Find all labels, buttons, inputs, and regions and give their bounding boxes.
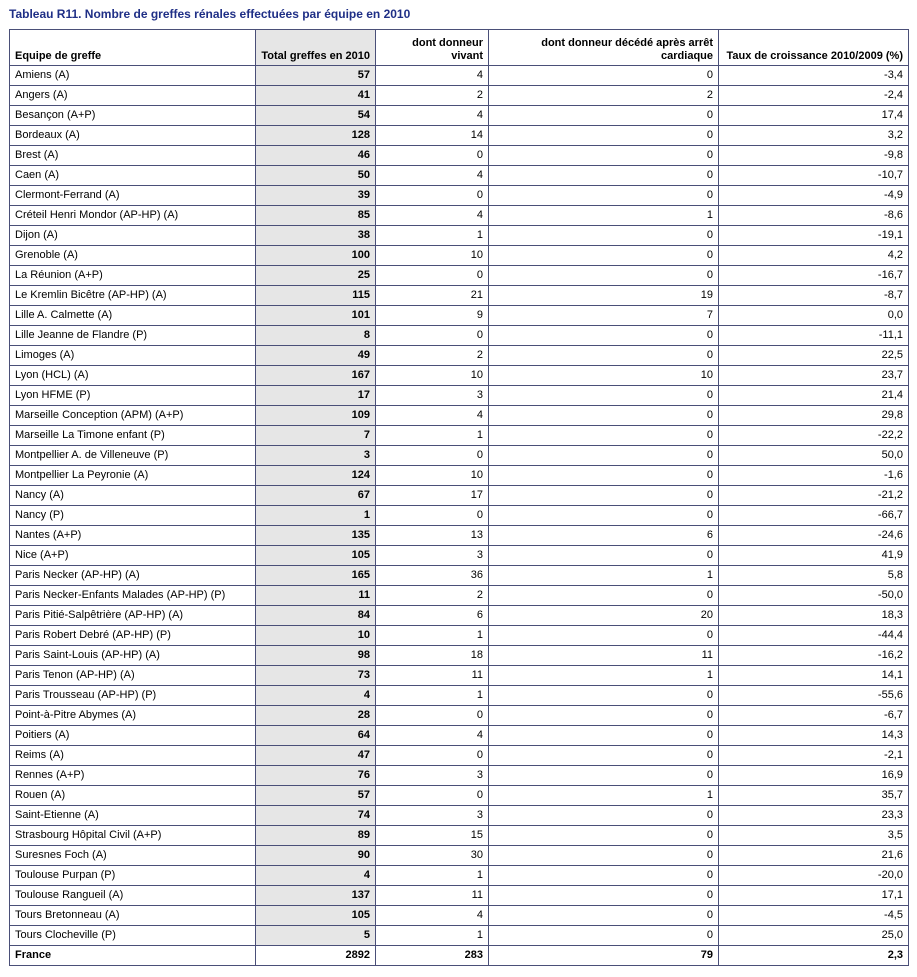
- cell-total-transplants: 124: [256, 466, 376, 486]
- cell-growth-rate: 29,8: [719, 406, 909, 426]
- table-row: [10, 686, 909, 706]
- cell-living-donor: 3: [376, 546, 489, 566]
- cell-total-transplants: 5: [256, 926, 376, 946]
- cell-cardiac-arrest-donor: 0: [489, 466, 719, 486]
- table-row: [10, 506, 909, 526]
- cell-growth-rate: -8,7: [719, 286, 909, 306]
- cell-growth-rate: -55,6: [719, 686, 909, 706]
- cell-growth-rate: -24,6: [719, 526, 909, 546]
- table-row: [10, 106, 909, 126]
- cell-living-donor: 0: [376, 326, 489, 346]
- cell-total-transplants: 67: [256, 486, 376, 506]
- total-row: [10, 946, 909, 966]
- table-row: [10, 486, 909, 506]
- table-row: [10, 226, 909, 246]
- cell-team-name: Toulouse Purpan (P): [10, 866, 256, 886]
- cell-cardiac-arrest-donor: 0: [489, 546, 719, 566]
- cell-growth-rate: 17,1: [719, 886, 909, 906]
- cell-team-name: Lyon HFME (P): [10, 386, 256, 406]
- cell-cardiac-arrest-donor: 0: [489, 126, 719, 146]
- cell-team-name: Paris Tenon (AP-HP) (A): [10, 666, 256, 686]
- cell-total-transplants: 7: [256, 426, 376, 446]
- cell-living-donor: 1: [376, 226, 489, 246]
- cell-team-name: Montpellier La Peyronie (A): [10, 466, 256, 486]
- cell-cardiac-arrest-donor: 0: [489, 826, 719, 846]
- cell-cardiac-arrest-donor: 10: [489, 366, 719, 386]
- cell-living-donor: 1: [376, 686, 489, 706]
- cell-total-transplants: 4: [256, 686, 376, 706]
- header-team: Equipe de greffe: [10, 30, 256, 66]
- cell-total-transplants: 4: [256, 866, 376, 886]
- cell-living-donor: 4: [376, 166, 489, 186]
- cell-growth-rate: 23,7: [719, 366, 909, 386]
- cell-growth-rate: -19,1: [719, 226, 909, 246]
- cell-total-transplants: 11: [256, 586, 376, 606]
- table-row: [10, 386, 909, 406]
- cell-total-transplants: 64: [256, 726, 376, 746]
- table-row: [10, 526, 909, 546]
- cell-cardiac-arrest-donor: 0: [489, 406, 719, 426]
- cell-total-transplants: 84: [256, 606, 376, 626]
- cell-growth-rate: -22,2: [719, 426, 909, 446]
- total-growth-rate: 2,3: [719, 946, 909, 966]
- cell-living-donor: 0: [376, 506, 489, 526]
- cell-total-transplants: 57: [256, 786, 376, 806]
- table-row: [10, 886, 909, 906]
- cell-total-transplants: 10: [256, 626, 376, 646]
- table-row: [10, 646, 909, 666]
- cell-team-name: Nancy (P): [10, 506, 256, 526]
- cell-living-donor: 2: [376, 86, 489, 106]
- cell-growth-rate: -8,6: [719, 206, 909, 226]
- table-row: [10, 346, 909, 366]
- cell-cardiac-arrest-donor: 0: [489, 106, 719, 126]
- header-total: Total greffes en 2010: [256, 30, 376, 66]
- header-cardiac-arrest-donor: dont donneur décédé après arrêt cardiaque: [489, 30, 719, 66]
- table-row: [10, 66, 909, 86]
- cell-team-name: Dijon (A): [10, 226, 256, 246]
- cell-cardiac-arrest-donor: 0: [489, 246, 719, 266]
- total-cardiac-arrest-donor: 79: [489, 946, 719, 966]
- cell-total-transplants: 101: [256, 306, 376, 326]
- cell-team-name: Tours Clocheville (P): [10, 926, 256, 946]
- cell-total-transplants: 49: [256, 346, 376, 366]
- table-row: [10, 566, 909, 586]
- cell-living-donor: 1: [376, 866, 489, 886]
- table-row: [10, 366, 909, 386]
- cell-growth-rate: 5,8: [719, 566, 909, 586]
- table-row: [10, 166, 909, 186]
- table-row: [10, 146, 909, 166]
- cell-cardiac-arrest-donor: 0: [489, 766, 719, 786]
- cell-team-name: Nancy (A): [10, 486, 256, 506]
- table-row: [10, 126, 909, 146]
- table-row: [10, 906, 909, 926]
- cell-growth-rate: -1,6: [719, 466, 909, 486]
- cell-team-name: Strasbourg Hôpital Civil (A+P): [10, 826, 256, 846]
- cell-cardiac-arrest-donor: 0: [489, 806, 719, 826]
- cell-cardiac-arrest-donor: 0: [489, 66, 719, 86]
- cell-growth-rate: -20,0: [719, 866, 909, 886]
- cell-living-donor: 4: [376, 726, 489, 746]
- table-row: [10, 306, 909, 326]
- cell-cardiac-arrest-donor: 0: [489, 726, 719, 746]
- table-row: [10, 806, 909, 826]
- cell-team-name: Brest (A): [10, 146, 256, 166]
- cell-living-donor: 0: [376, 786, 489, 806]
- cell-growth-rate: 21,4: [719, 386, 909, 406]
- cell-growth-rate: 0,0: [719, 306, 909, 326]
- table-row: [10, 446, 909, 466]
- table-row: [10, 326, 909, 346]
- cell-growth-rate: 14,3: [719, 726, 909, 746]
- cell-team-name: Créteil Henri Mondor (AP-HP) (A): [10, 206, 256, 226]
- cell-team-name: Limoges (A): [10, 346, 256, 366]
- cell-cardiac-arrest-donor: 0: [489, 326, 719, 346]
- cell-total-transplants: 98: [256, 646, 376, 666]
- cell-cardiac-arrest-donor: 0: [489, 686, 719, 706]
- cell-living-donor: 4: [376, 206, 489, 226]
- table-row: [10, 546, 909, 566]
- cell-living-donor: 0: [376, 146, 489, 166]
- cell-living-donor: 0: [376, 186, 489, 206]
- cell-cardiac-arrest-donor: 0: [489, 906, 719, 926]
- total-label: France: [10, 946, 256, 966]
- table-row: [10, 466, 909, 486]
- cell-team-name: Marseille Conception (APM) (A+P): [10, 406, 256, 426]
- cell-growth-rate: 16,9: [719, 766, 909, 786]
- cell-team-name: Tours Bretonneau (A): [10, 906, 256, 926]
- total-transplants: 2892: [256, 946, 376, 966]
- cell-team-name: Paris Necker (AP-HP) (A): [10, 566, 256, 586]
- cell-total-transplants: 28: [256, 706, 376, 726]
- cell-growth-rate: -4,9: [719, 186, 909, 206]
- cell-cardiac-arrest-donor: 0: [489, 486, 719, 506]
- cell-total-transplants: 76: [256, 766, 376, 786]
- cell-cardiac-arrest-donor: 0: [489, 586, 719, 606]
- cell-living-donor: 0: [376, 746, 489, 766]
- cell-growth-rate: 22,5: [719, 346, 909, 366]
- cell-total-transplants: 165: [256, 566, 376, 586]
- cell-team-name: Rennes (A+P): [10, 766, 256, 786]
- cell-cardiac-arrest-donor: 0: [489, 746, 719, 766]
- cell-growth-rate: 3,2: [719, 126, 909, 146]
- cell-growth-rate: 4,2: [719, 246, 909, 266]
- cell-growth-rate: -2,4: [719, 86, 909, 106]
- cell-growth-rate: -66,7: [719, 506, 909, 526]
- cell-total-transplants: 3: [256, 446, 376, 466]
- table-row: [10, 606, 909, 626]
- table-row: [10, 286, 909, 306]
- cell-cardiac-arrest-donor: 11: [489, 646, 719, 666]
- cell-growth-rate: -2,1: [719, 746, 909, 766]
- cell-total-transplants: 46: [256, 146, 376, 166]
- cell-growth-rate: -21,2: [719, 486, 909, 506]
- table-row: [10, 426, 909, 446]
- cell-growth-rate: 41,9: [719, 546, 909, 566]
- cell-living-donor: 4: [376, 906, 489, 926]
- cell-total-transplants: 73: [256, 666, 376, 686]
- cell-cardiac-arrest-donor: 0: [489, 626, 719, 646]
- cell-living-donor: 18: [376, 646, 489, 666]
- cell-total-transplants: 41: [256, 86, 376, 106]
- cell-living-donor: 15: [376, 826, 489, 846]
- cell-team-name: Le Kremlin Bicêtre (AP-HP) (A): [10, 286, 256, 306]
- total-living-donor: 283: [376, 946, 489, 966]
- table-row: [10, 586, 909, 606]
- cell-growth-rate: 23,3: [719, 806, 909, 826]
- cell-living-donor: 0: [376, 706, 489, 726]
- cell-team-name: Besançon (A+P): [10, 106, 256, 126]
- cell-team-name: Bordeaux (A): [10, 126, 256, 146]
- cell-cardiac-arrest-donor: 0: [489, 146, 719, 166]
- cell-growth-rate: 17,4: [719, 106, 909, 126]
- table-row: [10, 86, 909, 106]
- cell-total-transplants: 85: [256, 206, 376, 226]
- table-row: [10, 766, 909, 786]
- cell-growth-rate: 14,1: [719, 666, 909, 686]
- cell-team-name: Suresnes Foch (A): [10, 846, 256, 866]
- cell-cardiac-arrest-donor: 0: [489, 226, 719, 246]
- cell-total-transplants: 89: [256, 826, 376, 846]
- cell-living-donor: 2: [376, 346, 489, 366]
- cell-growth-rate: -16,7: [719, 266, 909, 286]
- cell-living-donor: 1: [376, 926, 489, 946]
- cell-growth-rate: -44,4: [719, 626, 909, 646]
- cell-cardiac-arrest-donor: 0: [489, 706, 719, 726]
- cell-team-name: Grenoble (A): [10, 246, 256, 266]
- cell-team-name: Montpellier A. de Villeneuve (P): [10, 446, 256, 466]
- cell-team-name: Clermont-Ferrand (A): [10, 186, 256, 206]
- cell-living-donor: 17: [376, 486, 489, 506]
- header-row: [10, 30, 909, 66]
- cell-team-name: Poitiers (A): [10, 726, 256, 746]
- cell-team-name: Nantes (A+P): [10, 526, 256, 546]
- table-row: [10, 746, 909, 766]
- cell-team-name: Angers (A): [10, 86, 256, 106]
- cell-total-transplants: 1: [256, 506, 376, 526]
- cell-team-name: Nice (A+P): [10, 546, 256, 566]
- cell-cardiac-arrest-donor: 7: [489, 306, 719, 326]
- cell-total-transplants: 50: [256, 166, 376, 186]
- cell-growth-rate: 25,0: [719, 926, 909, 946]
- cell-living-donor: 11: [376, 886, 489, 906]
- cell-total-transplants: 115: [256, 286, 376, 306]
- table-row: [10, 206, 909, 226]
- cell-cardiac-arrest-donor: 0: [489, 346, 719, 366]
- cell-team-name: Amiens (A): [10, 66, 256, 86]
- cell-cardiac-arrest-donor: 20: [489, 606, 719, 626]
- cell-living-donor: 0: [376, 266, 489, 286]
- cell-growth-rate: 35,7: [719, 786, 909, 806]
- cell-team-name: Toulouse Rangueil (A): [10, 886, 256, 906]
- cell-growth-rate: 50,0: [719, 446, 909, 466]
- cell-total-transplants: 38: [256, 226, 376, 246]
- header-growth-rate: Taux de croissance 2010/2009 (%): [719, 30, 909, 66]
- cell-total-transplants: 8: [256, 326, 376, 346]
- cell-total-transplants: 90: [256, 846, 376, 866]
- cell-team-name: Paris Robert Debré (AP-HP) (P): [10, 626, 256, 646]
- cell-living-donor: 30: [376, 846, 489, 866]
- cell-total-transplants: 57: [256, 66, 376, 86]
- table-row: [10, 726, 909, 746]
- cell-living-donor: 11: [376, 666, 489, 686]
- cell-growth-rate: -11,1: [719, 326, 909, 346]
- cell-living-donor: 3: [376, 766, 489, 786]
- cell-team-name: Rouen (A): [10, 786, 256, 806]
- cell-growth-rate: -4,5: [719, 906, 909, 926]
- cell-cardiac-arrest-donor: 0: [489, 386, 719, 406]
- cell-cardiac-arrest-donor: 0: [489, 886, 719, 906]
- cell-cardiac-arrest-donor: 0: [489, 846, 719, 866]
- cell-living-donor: 1: [376, 426, 489, 446]
- cell-team-name: Reims (A): [10, 746, 256, 766]
- cell-total-transplants: 105: [256, 906, 376, 926]
- cell-team-name: Lille A. Calmette (A): [10, 306, 256, 326]
- cell-total-transplants: 128: [256, 126, 376, 146]
- cell-team-name: Saint-Etienne (A): [10, 806, 256, 826]
- cell-cardiac-arrest-donor: 1: [489, 206, 719, 226]
- cell-team-name: Paris Pitié-Salpêtrière (AP-HP) (A): [10, 606, 256, 626]
- cell-cardiac-arrest-donor: 1: [489, 786, 719, 806]
- cell-total-transplants: 137: [256, 886, 376, 906]
- cell-growth-rate: 3,5: [719, 826, 909, 846]
- cell-team-name: Marseille La Timone enfant (P): [10, 426, 256, 446]
- cell-living-donor: 3: [376, 806, 489, 826]
- cell-cardiac-arrest-donor: 1: [489, 566, 719, 586]
- cell-cardiac-arrest-donor: 1: [489, 666, 719, 686]
- cell-living-donor: 9: [376, 306, 489, 326]
- cell-total-transplants: 39: [256, 186, 376, 206]
- cell-total-transplants: 17: [256, 386, 376, 406]
- table-row: [10, 666, 909, 686]
- cell-growth-rate: -16,2: [719, 646, 909, 666]
- cell-team-name: Point-à-Pitre Abymes (A): [10, 706, 256, 726]
- cell-cardiac-arrest-donor: 19: [489, 286, 719, 306]
- table-title: Tableau R11. Nombre de greffes rénales effectuées par équipe en 2010: [9, 7, 411, 21]
- cell-total-transplants: 167: [256, 366, 376, 386]
- cell-growth-rate: -10,7: [719, 166, 909, 186]
- table-row: [10, 846, 909, 866]
- table-row: [10, 866, 909, 886]
- cell-total-transplants: 100: [256, 246, 376, 266]
- cell-living-donor: 10: [376, 246, 489, 266]
- cell-cardiac-arrest-donor: 0: [489, 446, 719, 466]
- cell-living-donor: 4: [376, 406, 489, 426]
- cell-cardiac-arrest-donor: 6: [489, 526, 719, 546]
- cell-cardiac-arrest-donor: 0: [489, 266, 719, 286]
- cell-living-donor: 36: [376, 566, 489, 586]
- cell-cardiac-arrest-donor: 0: [489, 166, 719, 186]
- cell-cardiac-arrest-donor: 0: [489, 186, 719, 206]
- cell-total-transplants: 54: [256, 106, 376, 126]
- cell-growth-rate: 21,6: [719, 846, 909, 866]
- cell-team-name: Paris Necker-Enfants Malades (AP-HP) (P): [10, 586, 256, 606]
- table-row: [10, 186, 909, 206]
- cell-living-donor: 3: [376, 386, 489, 406]
- cell-living-donor: 1: [376, 626, 489, 646]
- cell-growth-rate: 18,3: [719, 606, 909, 626]
- header-living-donor: dont donneur vivant: [376, 30, 489, 66]
- cell-team-name: Paris Trousseau (AP-HP) (P): [10, 686, 256, 706]
- cell-team-name: La Réunion (A+P): [10, 266, 256, 286]
- cell-living-donor: 0: [376, 446, 489, 466]
- cell-living-donor: 4: [376, 106, 489, 126]
- cell-total-transplants: 135: [256, 526, 376, 546]
- table-row: [10, 406, 909, 426]
- cell-team-name: Paris Saint-Louis (AP-HP) (A): [10, 646, 256, 666]
- table-row: [10, 926, 909, 946]
- cell-living-donor: 2: [376, 586, 489, 606]
- cell-team-name: Caen (A): [10, 166, 256, 186]
- table-row: [10, 626, 909, 646]
- cell-growth-rate: -3,4: [719, 66, 909, 86]
- cell-living-donor: 4: [376, 66, 489, 86]
- cell-living-donor: 13: [376, 526, 489, 546]
- table-row: [10, 786, 909, 806]
- cell-living-donor: 6: [376, 606, 489, 626]
- cell-team-name: Lille Jeanne de Flandre (P): [10, 326, 256, 346]
- cell-living-donor: 21: [376, 286, 489, 306]
- kidney-transplant-table: [9, 29, 909, 966]
- cell-growth-rate: -50,0: [719, 586, 909, 606]
- cell-living-donor: 14: [376, 126, 489, 146]
- cell-cardiac-arrest-donor: 0: [489, 506, 719, 526]
- cell-cardiac-arrest-donor: 0: [489, 926, 719, 946]
- cell-living-donor: 10: [376, 466, 489, 486]
- cell-growth-rate: -6,7: [719, 706, 909, 726]
- table-row: [10, 266, 909, 286]
- table-row: [10, 246, 909, 266]
- table-row: [10, 826, 909, 846]
- cell-total-transplants: 74: [256, 806, 376, 826]
- table-body: [10, 66, 909, 946]
- cell-cardiac-arrest-donor: 0: [489, 426, 719, 446]
- table-row: [10, 706, 909, 726]
- cell-cardiac-arrest-donor: 2: [489, 86, 719, 106]
- cell-total-transplants: 47: [256, 746, 376, 766]
- cell-team-name: Lyon (HCL) (A): [10, 366, 256, 386]
- cell-growth-rate: -9,8: [719, 146, 909, 166]
- cell-total-transplants: 105: [256, 546, 376, 566]
- cell-total-transplants: 25: [256, 266, 376, 286]
- cell-living-donor: 10: [376, 366, 489, 386]
- cell-cardiac-arrest-donor: 0: [489, 866, 719, 886]
- cell-total-transplants: 109: [256, 406, 376, 426]
